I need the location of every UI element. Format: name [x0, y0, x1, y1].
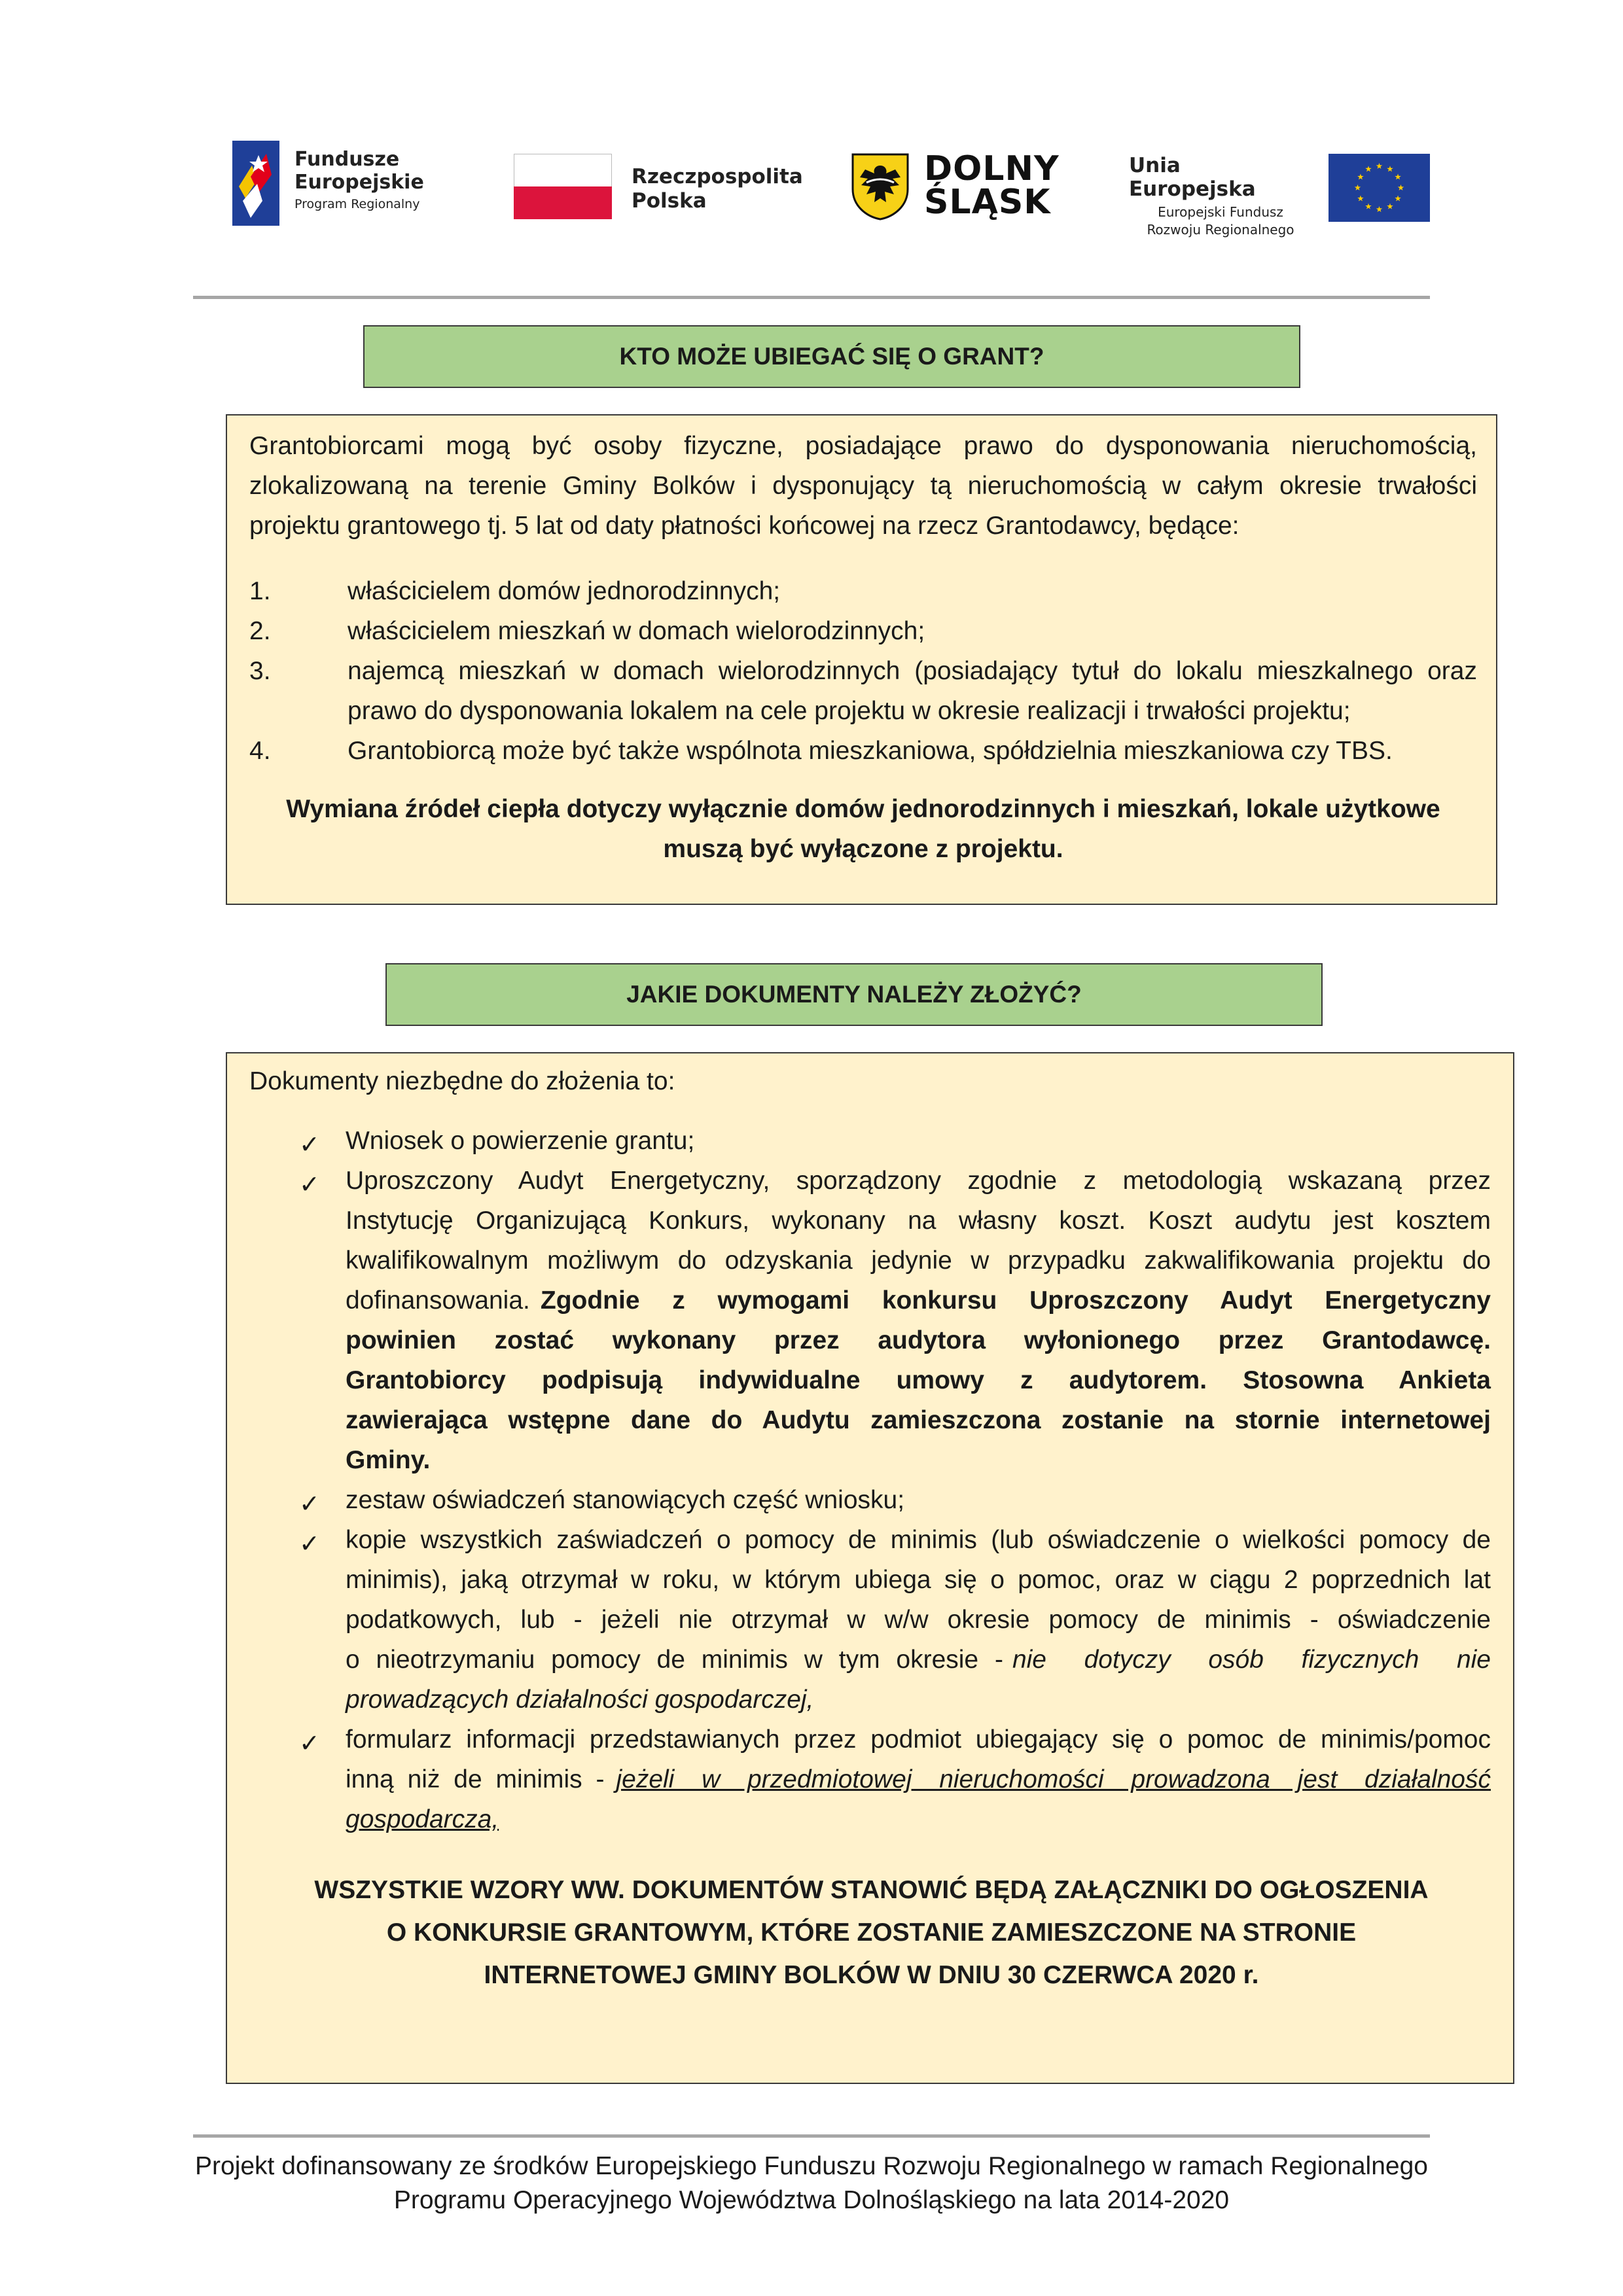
list-item-number: 2. — [249, 617, 271, 645]
fe-line1: Fundusze — [294, 148, 400, 171]
section2-intro: Dokumenty niezbędne do złożenia to: — [249, 1067, 675, 1095]
section1-intro-line1: Grantobiorcami mogą być osoby fizyczne, posiadające prawo do dysponowania nieruchomością, — [249, 432, 1477, 460]
list-item — [227, 1121, 1516, 1161]
item2-line8: Gminy. — [346, 1446, 431, 1474]
section1-heading: KTO MOŻE UBIEGAĆ SIĘ O GRANT? — [363, 325, 1300, 388]
list-item — [249, 611, 1477, 651]
list-item-number: 3. — [249, 657, 271, 685]
list-item-text: Wniosek o powierzenie grantu; — [346, 1127, 695, 1155]
item5-line3: gospodarcza, — [346, 1805, 499, 1833]
item2-line4a: dofinansowania. — [346, 1286, 530, 1315]
fe-line2: Europejskie — [294, 170, 424, 194]
fe-flag-icon — [232, 141, 279, 226]
header-rule — [193, 296, 1430, 299]
list-item — [249, 651, 1477, 731]
eu-flag-icon — [1329, 154, 1430, 222]
item2-line4b: Zgodnie z wymogami konkursu Uproszczony Audyt Energetyczny — [540, 1286, 1491, 1315]
footer-rule — [193, 2134, 1430, 2138]
section1-intro-line3: projektu grantowego tj. 5 lat od daty płatności końcowej na rzecz Grantodawcy, będące: — [249, 512, 1240, 540]
section1-panel — [226, 414, 1497, 905]
ue-sub1: Europejski Fundusz — [1158, 204, 1283, 220]
item2-line7: zawierająca wstępne dane do Audytu zamieszczona zostanie na stornie internetowej — [346, 1406, 1491, 1434]
rp-line1: Rzeczpospolita — [632, 165, 803, 188]
check-icon: ✓ — [299, 1130, 320, 1159]
footer — [0, 2149, 1623, 2217]
item4-line3: podatkowych, lub - jeżeli nie otrzymał w w/w okresie pomocy de minimis - oświadczenie — [346, 1606, 1491, 1634]
footer-line2: Programu Operacyjnego Województwa Dolnośląskiego na lata 2014-2020 — [393, 2186, 1230, 2214]
fe-logo — [232, 141, 468, 226]
section1-list — [249, 571, 1477, 771]
list-item-text-cont: prawo do dysponowania lokalem na cele projektu w okresie realizacji i trwałości projektu; — [348, 697, 1351, 725]
list-item — [249, 571, 1477, 611]
item5-line2a: inną niż de minimis - — [346, 1765, 605, 1793]
list-item-text: zestaw oświadczeń stanowiących część wniosku; — [346, 1486, 905, 1514]
ds-line2: ŚLĄSK — [924, 182, 1051, 222]
list-item-number: 4. — [249, 737, 271, 765]
eagle-shield-icon — [851, 152, 910, 221]
section2-panel — [226, 1052, 1514, 2084]
check-icon: ✓ — [299, 1529, 320, 1558]
rp-line2: Polska — [632, 189, 707, 213]
list-item-number: 1. — [249, 577, 271, 605]
fe-line3: Program Regionalny — [294, 197, 420, 211]
ue-title: Unia Europejska — [1129, 154, 1256, 201]
item4-line5: prowadzących działalności gospodarczej, — [346, 1686, 814, 1714]
list-item-text: właścicielem mieszkań w domach wielorodzinnych; — [348, 617, 925, 645]
polish-flag-icon — [514, 154, 612, 219]
documents-list — [227, 1121, 1516, 1839]
header-logos — [232, 141, 1430, 238]
item5-line2b: jeżeli w przedmiotowej nieruchomości prowadzona jest działalność — [616, 1765, 1491, 1793]
item2-line5: powinien zostać wykonany przez audytora wyłonionego przez Grantodawcę. — [346, 1326, 1491, 1354]
list-item-text: właścicielem domów jednorodzinnych; — [348, 577, 781, 605]
check-icon: ✓ — [299, 1729, 320, 1757]
item4-line2: minimis), jaką otrzymał w roku, w którym ubiega się o pomoc, oraz w ciągu 2 poprzednich lat — [346, 1566, 1491, 1594]
list-item — [227, 1161, 1516, 1480]
list-item-text: najemcą mieszkań w domach wielorodzinnych (posiadający tytuł do lokalu mieszkalnego oraz — [348, 657, 1477, 685]
item5-line1: formularz informacji przedstawianych przez podmiot ubiegający się o pomoc de minimis/pomoc — [346, 1725, 1491, 1754]
list-item — [227, 1720, 1516, 1839]
footer-line1: Projekt dofinansowany ze środków Europejskiego Funduszu Rozwoju Regionalnego w ramach Regionalnego — [195, 2152, 1428, 2180]
closing-line1: WSZYSTKIE WZORY WW. DOKUMENTÓW STANOWIĆ BĘDĄ ZAŁĄCZNIKI DO OGŁOSZENIA — [314, 1876, 1429, 1904]
list-item-text: Grantobiorcą może być także wspólnota mieszkaniowa, spółdzielnia mieszkaniowa czy TBS. — [348, 737, 1393, 765]
item2-line3: kwalifikowalnym możliwym do odzyskania jedynie w przypadku zakwalifikowania projektu do — [346, 1246, 1491, 1275]
closing-line2: O KONKURSIE GRANTOWYM, KTÓRE ZOSTANIE ZAMIESZCZONE NA STRONIE — [386, 1918, 1357, 1947]
ue-sub2: Rozwoju Regionalnego — [1147, 222, 1294, 238]
list-item — [227, 1520, 1516, 1720]
section1-note-line2: muszą być wyłączone z projektu. — [663, 835, 1063, 863]
check-icon: ✓ — [299, 1170, 320, 1199]
section1-note-line1: Wymiana źródeł ciepła dotyczy wyłącznie domów jednorodzinnych i mieszkań, lokale użytkowe — [286, 795, 1440, 823]
ue-logo — [1129, 154, 1430, 238]
item2-line6: Grantobiorcy podpisują indywidualne umowy z audytorem. Stosowna Ankieta — [346, 1366, 1491, 1394]
item4-line1: kopie wszystkich zaświadczeń o pomocy de minimis (lub oświadczenie o wielkości pomocy de — [346, 1526, 1491, 1554]
ds-line1: DOLNY — [924, 149, 1060, 188]
list-item — [227, 1480, 1516, 1520]
section1-intro-line2: zlokalizowaną na terenie Gminy Bolków i dysponujący tą nieruchomością w całym okresie trwałości — [249, 472, 1477, 500]
item4-line4a: o nieotrzymaniu pomocy de minimis w tym okresie - — [346, 1646, 1003, 1674]
closing-line3: INTERNETOWEJ GMINY BOLKÓW W DNIU 30 CZERWCA 2020 r. — [484, 1961, 1259, 1989]
check-icon: ✓ — [299, 1489, 320, 1518]
item2-line2: Instytucję Organizującą Konkurs, wykonany na własny koszt. Koszt audytu jest kosztem — [346, 1207, 1491, 1235]
ds-logo — [851, 149, 1086, 224]
rp-logo — [514, 154, 828, 226]
item4-line4b: nie dotyczy osób fizycznych nie — [1012, 1646, 1491, 1674]
item2-line1: Uproszczony Audyt Energetyczny, sporządzony zgodnie z metodologią wskazaną przez — [346, 1167, 1491, 1195]
section2-heading: JAKIE DOKUMENTY NALEŻY ZŁOŻYĆ? — [385, 963, 1323, 1026]
list-item — [249, 731, 1477, 771]
